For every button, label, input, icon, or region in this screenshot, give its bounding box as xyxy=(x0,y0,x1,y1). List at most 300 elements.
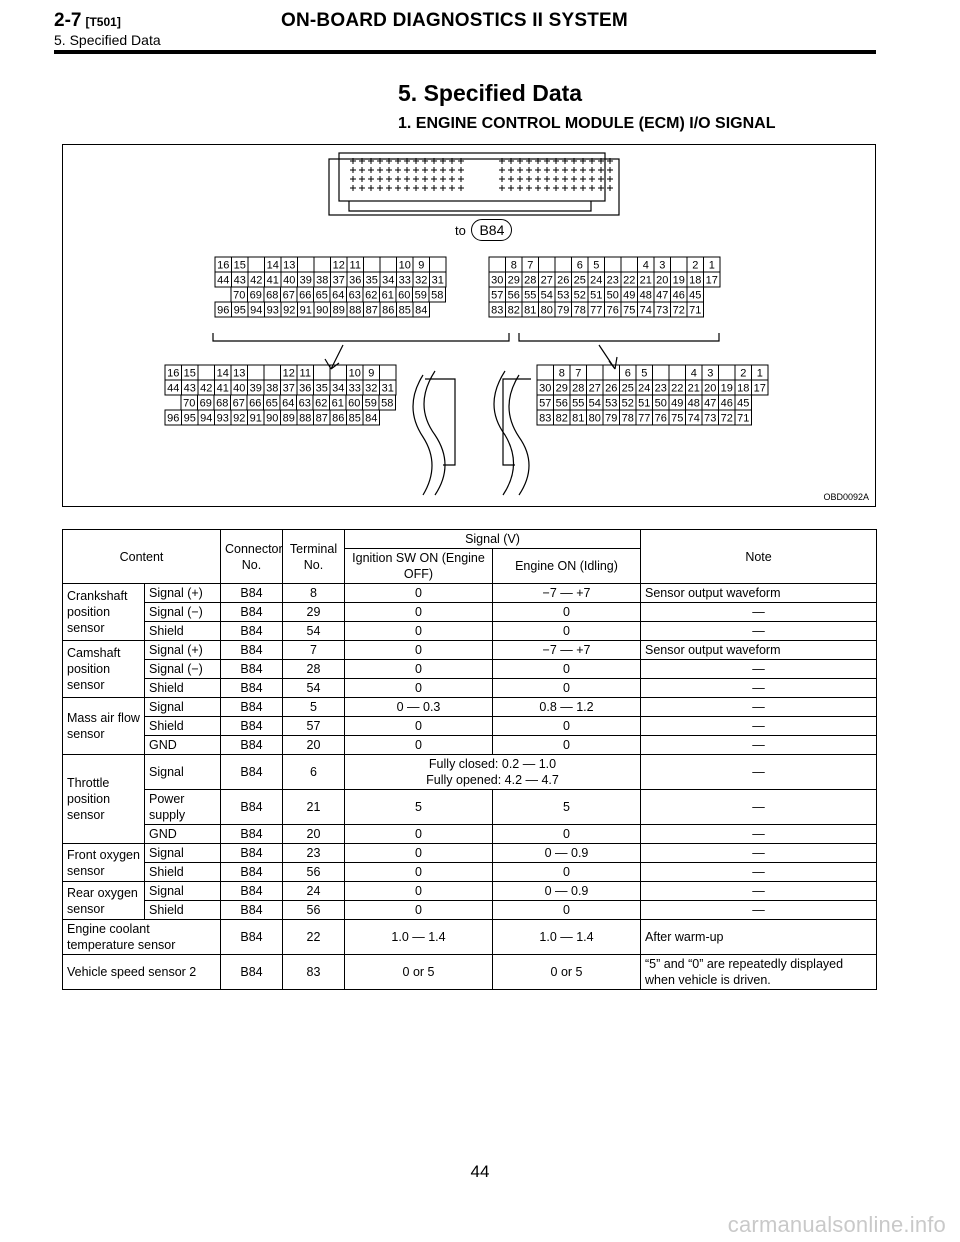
connector-callout xyxy=(455,219,512,241)
upper-left-pin-label: 12 xyxy=(332,259,345,272)
upper-right-pin-label: 45 xyxy=(689,289,702,302)
connector-pin-mark xyxy=(544,167,550,173)
signal-type-cell: Signal (−) xyxy=(145,603,221,622)
lower-right-pin-label: 1 xyxy=(756,367,763,380)
connector-pin-mark xyxy=(431,176,437,182)
signal-type-cell: Signal (+) xyxy=(145,641,221,660)
lower-left-pin-label: 31 xyxy=(381,382,394,395)
table-row xyxy=(63,584,877,603)
lower-right-pin-label: 27 xyxy=(588,382,601,395)
content-cell: Crankshaft position sensor xyxy=(63,584,145,641)
connector-cell: B84 xyxy=(221,955,283,990)
lower-right-pin-label: 47 xyxy=(704,397,717,410)
upper-left-pin-label: 85 xyxy=(398,304,411,317)
upper-right-pin-label: 17 xyxy=(705,274,718,287)
table-row xyxy=(63,825,877,844)
connector-cell: B84 xyxy=(221,844,283,863)
note-cell: — xyxy=(641,901,877,920)
upper-left-pin-label: 93 xyxy=(266,304,279,317)
note-cell: — xyxy=(641,844,877,863)
note-cell: — xyxy=(641,825,877,844)
upper-left-pin-label: 84 xyxy=(415,304,428,317)
upper-right-pin-label: 82 xyxy=(507,304,520,317)
table-row xyxy=(63,790,877,825)
upper-right-pin-label: 54 xyxy=(540,289,553,302)
ignition-on-cell: 0 xyxy=(345,882,493,901)
lower-right-pin-label: 78 xyxy=(621,412,634,425)
engine-on-cell: 0 xyxy=(493,679,641,698)
connector-pin-mark xyxy=(544,185,550,191)
lower-right-pin-label: 48 xyxy=(687,397,700,410)
lower-right-pin-label: 51 xyxy=(638,397,651,410)
lower-left-pin-cell xyxy=(380,365,397,380)
terminal-cell: 7 xyxy=(283,641,345,660)
lower-right-pin-label: 4 xyxy=(690,367,697,380)
connector-pin-mark xyxy=(359,176,365,182)
engine-on-cell: −7 — +7 xyxy=(493,584,641,603)
lower-left-pin-label: 41 xyxy=(216,382,229,395)
terminal-cell: 57 xyxy=(283,717,345,736)
signal-type-cell: GND xyxy=(145,736,221,755)
table-row xyxy=(63,660,877,679)
upper-left-pin-label: 14 xyxy=(266,259,279,272)
lower-left-pin-label: 9 xyxy=(368,367,375,380)
lower-left-pin-label: 11 xyxy=(299,367,311,380)
lower-left-pin-label: 15 xyxy=(183,367,196,380)
signal-type-cell: Signal xyxy=(145,844,221,863)
upper-left-pin-label: 60 xyxy=(398,289,411,302)
upper-left-pin-label: 38 xyxy=(316,274,329,287)
section-code: 2-7 [T501] xyxy=(54,10,121,31)
connector-pin-mark xyxy=(535,176,541,182)
table-row xyxy=(63,844,877,863)
lower-right-pin-label: 73 xyxy=(704,412,717,425)
connector-pin-mark xyxy=(458,176,464,182)
lower-left-pin-label: 95 xyxy=(183,412,196,425)
connector-pin-mark xyxy=(526,185,532,191)
signal-type-cell: Signal xyxy=(145,698,221,717)
table-row xyxy=(63,717,877,736)
upper-left-pin-label: 91 xyxy=(299,304,312,317)
upper-left-pin-cell xyxy=(380,257,397,272)
connector-cell: B84 xyxy=(221,679,283,698)
terminal-cell: 29 xyxy=(283,603,345,622)
upper-left-pin-label: 63 xyxy=(348,289,361,302)
ignition-on-cell: 0 xyxy=(345,584,493,603)
terminal-cell: 56 xyxy=(283,863,345,882)
connector-cell: B84 xyxy=(221,736,283,755)
upper-left-pin-label: 64 xyxy=(332,289,345,302)
upper-right-pin-label: 75 xyxy=(623,304,636,317)
connector-pin-mark xyxy=(458,185,464,191)
terminal-cell: 56 xyxy=(283,901,345,920)
upper-left-pin-label: 94 xyxy=(250,304,263,317)
upper-right-pin-label: 74 xyxy=(639,304,652,317)
signal-type-cell: GND xyxy=(145,825,221,844)
connector-pin-mark xyxy=(377,185,383,191)
terminal-cell: 22 xyxy=(283,920,345,955)
content-cell: Throttle position sensor xyxy=(63,755,145,844)
connector-pin-mark xyxy=(449,176,455,182)
lower-right-pin-label: 80 xyxy=(588,412,601,425)
lower-right-pin-label: 25 xyxy=(621,382,634,395)
signal-type-cell: Shield xyxy=(145,901,221,920)
upper-left-pin-label: 89 xyxy=(332,304,345,317)
lower-left-pin-label: 33 xyxy=(348,382,361,395)
note-cell: — xyxy=(641,698,877,717)
upper-left-pin-label: 42 xyxy=(250,274,263,287)
lower-left-pin-label: 39 xyxy=(249,382,262,395)
connector-cell: B84 xyxy=(221,584,283,603)
upper-left-pin-label: 62 xyxy=(365,289,378,302)
lower-left-pin-label: 16 xyxy=(167,367,180,380)
upper-left-pin-cell xyxy=(248,257,265,272)
connector-pin-mark xyxy=(449,167,455,173)
col-content: Content xyxy=(63,530,221,584)
upper-right-pin-label: 48 xyxy=(639,289,652,302)
signal-type-cell: Shield xyxy=(145,679,221,698)
connector-id-badge: B84 xyxy=(471,219,512,241)
connector-pin-mark xyxy=(413,176,419,182)
connector-pin-mark xyxy=(368,167,374,173)
upper-right-pin-label: 53 xyxy=(557,289,570,302)
upper-left-pin-label: 61 xyxy=(381,289,394,302)
ignition-on-cell: 0 xyxy=(345,717,493,736)
upper-right-pin-label: 23 xyxy=(606,274,619,287)
note-cell: — xyxy=(641,660,877,679)
lower-left-pin-label: 94 xyxy=(200,412,213,425)
connector-pin-mark xyxy=(395,167,401,173)
ignition-on-cell: 0 — 0.3 xyxy=(345,698,493,717)
upper-right-pin-label: 73 xyxy=(656,304,669,317)
connector-pin-mark xyxy=(589,185,595,191)
upper-right-pin-label: 8 xyxy=(510,259,517,272)
upper-left-pin-label: 10 xyxy=(398,259,411,272)
upper-left-pin-label: 9 xyxy=(418,259,425,272)
note-cell: Sensor output waveform xyxy=(641,584,877,603)
connector-pin-mark xyxy=(404,176,410,182)
note-cell: “5” and “0” are repeatedly displayed when vehicle is driven. xyxy=(641,955,877,990)
connector-pin-mark xyxy=(422,176,428,182)
connector-pin-mark xyxy=(413,167,419,173)
upper-right-pin-label: 77 xyxy=(590,304,603,317)
engine-on-cell: 0 xyxy=(493,622,641,641)
lower-right-pin-cell xyxy=(719,365,736,380)
lower-left-pin-label: 37 xyxy=(282,382,295,395)
connector-pin-mark xyxy=(598,167,604,173)
ignition-on-cell: 0 xyxy=(345,736,493,755)
lower-right-pin-cell xyxy=(603,365,620,380)
lower-left-pin-label: 69 xyxy=(199,397,212,410)
note-cell: — xyxy=(641,882,877,901)
upper-right-pin-label: 25 xyxy=(573,274,586,287)
lower-right-pin-label: 50 xyxy=(654,397,667,410)
connector-pin-mark xyxy=(431,167,437,173)
upper-right-pin-cell xyxy=(489,257,506,272)
connector-pin-mark xyxy=(508,167,514,173)
connector-drawing xyxy=(63,145,875,506)
upper-right-pin-label: 80 xyxy=(540,304,553,317)
engine-on-cell: 0.8 — 1.2 xyxy=(493,698,641,717)
upper-right-pin-label: 19 xyxy=(672,274,685,287)
connector-pin-mark xyxy=(535,185,541,191)
connector-pin-mark xyxy=(395,176,401,182)
figure-code: OBD0092A xyxy=(823,492,869,502)
connector-pin-mark xyxy=(580,167,586,173)
upper-left-pin-label: 86 xyxy=(382,304,395,317)
connector-pin-mark xyxy=(368,185,374,191)
connector-pin-mark xyxy=(580,185,586,191)
connector-pin-mark xyxy=(562,167,568,173)
engine-on-cell: 0 xyxy=(493,603,641,622)
upper-right-pin-label: 28 xyxy=(524,274,537,287)
note-cell: — xyxy=(641,863,877,882)
col-ignition-on: Ignition SW ON (Engine OFF) xyxy=(345,549,493,584)
lower-left-pin-label: 63 xyxy=(298,397,311,410)
ignition-on-cell: 5 xyxy=(345,790,493,825)
lower-left-pin-label: 89 xyxy=(282,412,295,425)
header-title: ON-BOARD DIAGNOSTICS II SYSTEM xyxy=(281,10,628,31)
upper-right-pin-label: 29 xyxy=(507,274,520,287)
connector-pin-mark xyxy=(386,176,392,182)
upper-right-pin-label: 78 xyxy=(573,304,586,317)
upper-left-pin-label: 59 xyxy=(414,289,427,302)
upper-right-pin-label: 2 xyxy=(692,259,699,272)
upper-left-pin-label: 13 xyxy=(283,259,296,272)
lower-left-pin-label: 96 xyxy=(167,412,180,425)
lower-right-pin-label: 19 xyxy=(720,382,733,395)
terminal-cell: 21 xyxy=(283,790,345,825)
upper-left-pin-label: 65 xyxy=(315,289,328,302)
lower-right-pin-cell xyxy=(537,365,554,380)
section-title: 5. Specified Data xyxy=(398,80,583,106)
upper-left-pin-label: 15 xyxy=(233,259,246,272)
lower-right-pin-label: 72 xyxy=(720,412,733,425)
connector-pin-mark xyxy=(386,185,392,191)
upper-right-pin-label: 72 xyxy=(672,304,685,317)
engine-on-cell: 0 xyxy=(493,863,641,882)
upper-left-pin-label: 88 xyxy=(349,304,362,317)
lower-right-pin-label: 21 xyxy=(687,382,700,395)
connector-pin-mark xyxy=(526,176,532,182)
connector-cell: B84 xyxy=(221,717,283,736)
lower-right-pin-label: 75 xyxy=(671,412,684,425)
terminal-cell: 28 xyxy=(283,660,345,679)
lower-left-pin-label: 10 xyxy=(348,367,361,380)
upper-left-pin-label: 95 xyxy=(233,304,246,317)
upper-right-pin-label: 21 xyxy=(639,274,652,287)
upper-left-pin-label: 16 xyxy=(217,259,230,272)
connector-pin-mark xyxy=(535,167,541,173)
connector-pin-mark xyxy=(413,185,419,191)
header-subtitle: 5. Specified Data xyxy=(54,32,161,48)
lower-left-pin-label: 66 xyxy=(249,397,262,410)
engine-on-cell: 0 xyxy=(493,717,641,736)
upper-right-pin-cell xyxy=(621,257,638,272)
ignition-on-cell: 0 xyxy=(345,660,493,679)
terminal-cell: 20 xyxy=(283,825,345,844)
connector-pin-mark xyxy=(517,176,523,182)
content-cell: Mass air flow sensor xyxy=(63,698,145,755)
connector-pin-mark xyxy=(526,167,532,173)
engine-on-cell: 0 xyxy=(493,736,641,755)
lower-left-pin-label: 58 xyxy=(381,397,394,410)
lower-left-pin-label: 59 xyxy=(364,397,377,410)
connector-pin-mark xyxy=(350,167,356,173)
upper-right-pin-label: 71 xyxy=(689,304,702,317)
connector-cell: B84 xyxy=(221,790,283,825)
lower-left-pin-label: 43 xyxy=(183,382,196,395)
table-row xyxy=(63,641,877,660)
connector-pin-mark xyxy=(571,185,577,191)
terminal-cell: 5 xyxy=(283,698,345,717)
upper-right-pin-cell xyxy=(605,257,622,272)
ignition-on-cell: 0 xyxy=(345,679,493,698)
connector-pin-mark xyxy=(571,176,577,182)
connector-pin-mark xyxy=(350,185,356,191)
connector-cell: B84 xyxy=(221,920,283,955)
connector-pin-mark xyxy=(553,176,559,182)
ignition-on-cell: 0 xyxy=(345,901,493,920)
note-cell: — xyxy=(641,736,877,755)
lower-left-pin-label: 38 xyxy=(266,382,279,395)
upper-right-pin-label: 52 xyxy=(573,289,586,302)
connector-pin-mark xyxy=(440,185,446,191)
lower-left-pin-label: 67 xyxy=(232,397,245,410)
table-header-row xyxy=(63,530,877,549)
lower-left-pin-label: 62 xyxy=(315,397,328,410)
connector-pin-mark xyxy=(607,176,613,182)
connector-pin-mark xyxy=(589,176,595,182)
upper-right-pin-label: 3 xyxy=(659,259,666,272)
lower-right-pin-label: 29 xyxy=(555,382,568,395)
lower-left-pin-label: 35 xyxy=(315,382,328,395)
lower-left-pin-label: 65 xyxy=(265,397,278,410)
connector-pin-mark xyxy=(553,167,559,173)
lower-right-pin-label: 81 xyxy=(572,412,585,425)
note-cell: — xyxy=(641,679,877,698)
connector-pin-mark xyxy=(508,185,514,191)
lower-right-pin-label: 54 xyxy=(588,397,601,410)
connector-pin-mark xyxy=(359,185,365,191)
page-header xyxy=(54,10,876,54)
connector-pin-mark xyxy=(553,185,559,191)
connector-pin-mark xyxy=(499,185,505,191)
lower-left-pin-label: 70 xyxy=(183,397,196,410)
ignition-on-cell: 0 xyxy=(345,825,493,844)
table-row xyxy=(63,863,877,882)
content-cell: Front oxygen sensor xyxy=(63,844,145,882)
lower-left-pin-label: 93 xyxy=(216,412,229,425)
connector-cell: B84 xyxy=(221,755,283,790)
upper-left-pin-label: 96 xyxy=(217,304,230,317)
table-row xyxy=(63,679,877,698)
terminal-cell: 20 xyxy=(283,736,345,755)
connector-cell: B84 xyxy=(221,603,283,622)
upper-right-pin-label: 26 xyxy=(557,274,570,287)
upper-right-pin-label: 49 xyxy=(623,289,636,302)
connector-cell: B84 xyxy=(221,641,283,660)
connector-pin-mark xyxy=(458,167,464,173)
ecm-io-signal-table xyxy=(62,529,877,990)
ignition-on-cell: 0 xyxy=(345,622,493,641)
lower-right-pin-label: 45 xyxy=(737,397,750,410)
ignition-on-cell: 0 or 5 xyxy=(345,955,493,990)
connector-pin-mark xyxy=(562,185,568,191)
connector-pin-mark xyxy=(368,176,374,182)
content-cell: Rear oxygen sensor xyxy=(63,882,145,920)
lower-right-pin-label: 2 xyxy=(740,367,747,380)
lower-left-pin-label: 88 xyxy=(299,412,312,425)
lower-right-pin-label: 24 xyxy=(638,382,651,395)
terminal-cell: 6 xyxy=(283,755,345,790)
lower-right-pin-label: 49 xyxy=(671,397,684,410)
connector-pin-mark xyxy=(386,167,392,173)
lower-left-pin-label: 34 xyxy=(332,382,345,395)
upper-right-pin-label: 56 xyxy=(507,289,520,302)
upper-left-pin-label: 43 xyxy=(233,274,246,287)
lower-left-pin-label: 90 xyxy=(266,412,279,425)
lower-right-pin-cell xyxy=(653,365,670,380)
sub-title: 1. ENGINE CONTROL MODULE (ECM) I/O SIGNAL xyxy=(398,115,776,132)
upper-right-pin-label: 24 xyxy=(590,274,603,287)
upper-left-pin-label: 90 xyxy=(316,304,329,317)
lower-left-pin-cell xyxy=(314,365,331,380)
connector-pin-mark xyxy=(440,167,446,173)
lower-left-pin-label: 84 xyxy=(365,412,378,425)
ignition-on-cell: 0 xyxy=(345,844,493,863)
signal-type-cell: Signal (+) xyxy=(145,584,221,603)
upper-left-pin-cell xyxy=(364,257,381,272)
upper-left-pin-cell xyxy=(314,257,331,272)
upper-right-pin-cell xyxy=(555,257,572,272)
engine-on-cell: 1.0 — 1.4 xyxy=(493,920,641,955)
table-row xyxy=(63,755,877,790)
lower-left-pin-label: 87 xyxy=(315,412,328,425)
signal-type-cell: Shield xyxy=(145,717,221,736)
connector-housing xyxy=(329,159,619,215)
upper-right-pin-label: 27 xyxy=(540,274,553,287)
col-engine-on: Engine ON (Idling) xyxy=(493,549,641,584)
upper-left-pin-label: 66 xyxy=(299,289,312,302)
upper-left-pin-label: 67 xyxy=(282,289,295,302)
upper-right-pin-label: 5 xyxy=(593,259,600,272)
upper-left-pin-label: 58 xyxy=(431,289,444,302)
connector-pin-mark xyxy=(517,167,523,173)
upper-left-pin-label: 39 xyxy=(299,274,312,287)
connector-cell: B84 xyxy=(221,698,283,717)
note-cell: — xyxy=(641,790,877,825)
lower-right-pin-cell xyxy=(587,365,604,380)
note-cell: — xyxy=(641,603,877,622)
terminal-cell: 23 xyxy=(283,844,345,863)
table-row xyxy=(63,955,877,990)
connector-pin-mark xyxy=(499,176,505,182)
header-rule xyxy=(54,50,876,54)
lower-right-pin-label: 57 xyxy=(539,397,552,410)
lower-left-pin-label: 13 xyxy=(233,367,246,380)
connector-pin-mark xyxy=(598,185,604,191)
lower-left-pin-label: 14 xyxy=(216,367,229,380)
lower-right-pin-label: 55 xyxy=(572,397,585,410)
lower-left-pin-cell xyxy=(248,365,265,380)
signal-type-cell: Signal xyxy=(145,882,221,901)
upper-right-pin-label: 46 xyxy=(672,289,685,302)
lower-right-pin-label: 46 xyxy=(720,397,733,410)
connector-pin-mark xyxy=(440,176,446,182)
col-terminal: Terminal No. xyxy=(283,530,345,584)
upper-left-pin-label: 40 xyxy=(283,274,296,287)
